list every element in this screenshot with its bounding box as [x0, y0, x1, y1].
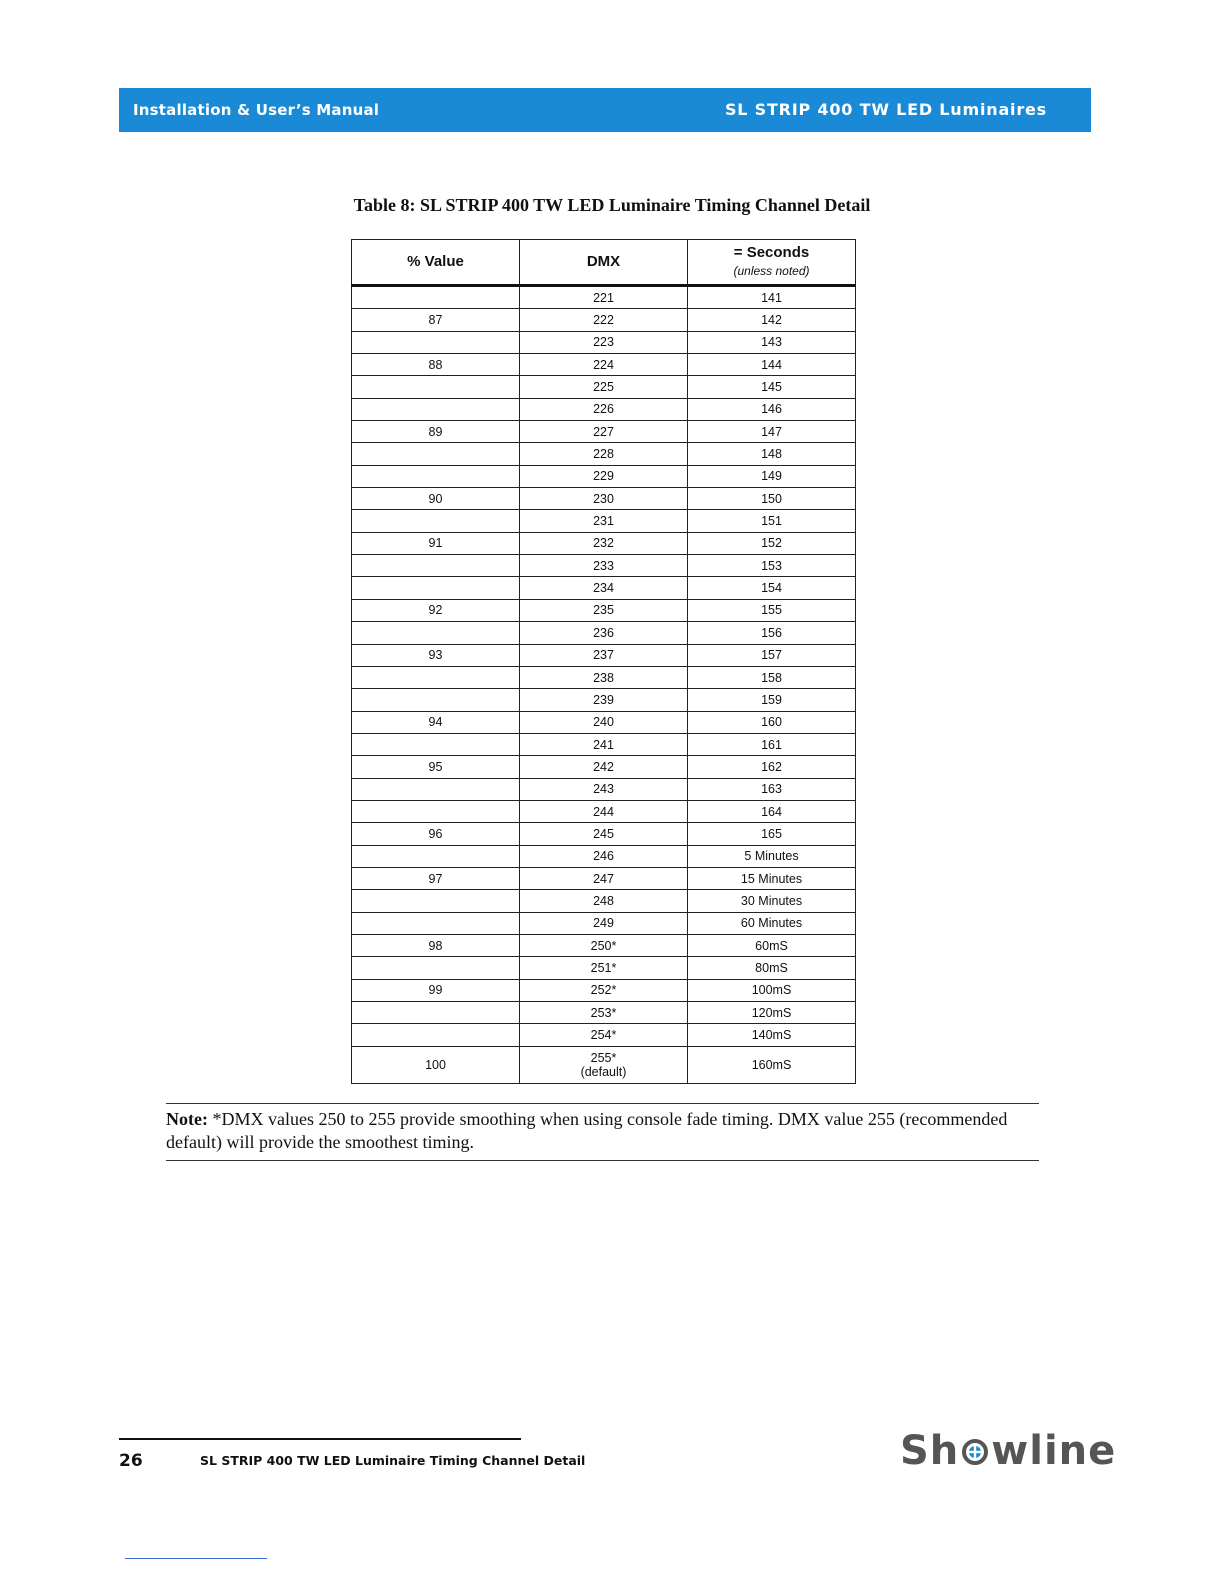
percent-value-cell: [352, 465, 520, 487]
percent-value-cell: 87: [352, 309, 520, 331]
table-row: [352, 1046, 856, 1083]
seconds-cell: 152: [688, 532, 856, 554]
dmx-cell: 225: [520, 376, 688, 398]
table-row: [352, 756, 856, 778]
seconds-cell: 155: [688, 599, 856, 621]
dmx-cell: 250*: [520, 934, 688, 956]
seconds-cell: 157: [688, 644, 856, 666]
column-header-dmx: DMX: [520, 240, 688, 286]
dmx-cell: 232: [520, 532, 688, 554]
percent-value-cell: [352, 666, 520, 688]
percent-value-cell: 90: [352, 488, 520, 510]
seconds-cell: 163: [688, 778, 856, 800]
seconds-note: (unless noted): [733, 264, 810, 278]
dmx-cell: 234: [520, 577, 688, 599]
percent-value-cell: 92: [352, 599, 520, 621]
dmx-cell: 248: [520, 890, 688, 912]
seconds-cell: 145: [688, 376, 856, 398]
seconds-cell: 153: [688, 555, 856, 577]
table-row: [352, 1002, 856, 1024]
seconds-cell: 150: [688, 488, 856, 510]
seconds-cell: 30 Minutes: [688, 890, 856, 912]
percent-value-cell: [352, 957, 520, 979]
showline-logo: [900, 1428, 1116, 1474]
dmx-cell: 229: [520, 465, 688, 487]
percent-value-cell: 96: [352, 823, 520, 845]
percent-value-cell: [352, 689, 520, 711]
dmx-cell: [520, 1046, 688, 1083]
dmx-cell: 254*: [520, 1024, 688, 1046]
percent-value-cell: 88: [352, 354, 520, 376]
percent-value-cell: 97: [352, 867, 520, 889]
percent-value-cell: [352, 1024, 520, 1046]
percent-value-cell: [352, 286, 520, 309]
percent-value-cell: [352, 733, 520, 755]
note-label: Note:: [166, 1109, 208, 1129]
dmx-default-note: (default): [580, 1064, 627, 1079]
seconds-cell: 141: [688, 286, 856, 309]
percent-value-cell: [352, 845, 520, 867]
dmx-cell: 247: [520, 867, 688, 889]
table-row: [352, 465, 856, 487]
product-title: SL STRIP 400 TW LED Luminaires: [724, 100, 1047, 119]
seconds-cell: 147: [688, 421, 856, 443]
dmx-cell: 228: [520, 443, 688, 465]
dmx-cell: 242: [520, 756, 688, 778]
seconds-cell: 60 Minutes: [688, 912, 856, 934]
dmx-cell: 252*: [520, 979, 688, 1001]
dmx-cell: 249: [520, 912, 688, 934]
seconds-label: = Seconds: [733, 244, 810, 261]
percent-value-cell: [352, 577, 520, 599]
table-row: [352, 286, 856, 309]
percent-value-cell: 91: [352, 532, 520, 554]
dmx-cell: 236: [520, 622, 688, 644]
table-header-row: [352, 240, 856, 286]
table-row: [352, 912, 856, 934]
table-row: [352, 510, 856, 532]
table-row: [352, 622, 856, 644]
percent-value-cell: 93: [352, 644, 520, 666]
table-row: [352, 957, 856, 979]
percent-value-cell: [352, 912, 520, 934]
percent-value-cell: [352, 443, 520, 465]
table-row: [352, 331, 856, 353]
dmx-value: 255*: [590, 1050, 617, 1065]
seconds-cell: 143: [688, 331, 856, 353]
dmx-cell: 221: [520, 286, 688, 309]
dmx-cell: 251*: [520, 957, 688, 979]
percent-value-cell: [352, 622, 520, 644]
percent-value-cell: 94: [352, 711, 520, 733]
percent-value-cell: 98: [352, 934, 520, 956]
table-row: [352, 1024, 856, 1046]
table-row: [352, 644, 856, 666]
table-row: [352, 711, 856, 733]
dmx-cell: 231: [520, 510, 688, 532]
note-text: *DMX values 250 to 255 provide smoothing when using console fade timing. DMX value 255 (recommended default) will provide the smoothest timing.: [166, 1109, 1008, 1152]
seconds-cell: 148: [688, 443, 856, 465]
logo-text-suffix: wline: [991, 1428, 1117, 1474]
seconds-cell: 60mS: [688, 934, 856, 956]
seconds-cell: 159: [688, 689, 856, 711]
dmx-cell: 235: [520, 599, 688, 621]
dmx-cell: 223: [520, 331, 688, 353]
table-row: [352, 421, 856, 443]
timing-table: [351, 239, 856, 1084]
percent-value-cell: [352, 398, 520, 420]
column-header-value: % Value: [352, 240, 520, 286]
table-row: [352, 376, 856, 398]
table-title: Table 8: SL STRIP 400 TW LED Luminaire Timing Channel Detail: [353, 195, 871, 215]
seconds-cell: 142: [688, 309, 856, 331]
table-row: [352, 666, 856, 688]
seconds-cell: 156: [688, 622, 856, 644]
table-row: [352, 733, 856, 755]
percent-value-cell: [352, 331, 520, 353]
seconds-cell: 165: [688, 823, 856, 845]
percent-value-cell: 89: [352, 421, 520, 443]
dmx-cell: 253*: [520, 1002, 688, 1024]
seconds-cell: 80mS: [688, 957, 856, 979]
dmx-cell: 243: [520, 778, 688, 800]
seconds-cell: 149: [688, 465, 856, 487]
dmx-cell: 233: [520, 555, 688, 577]
seconds-cell: 140mS: [688, 1024, 856, 1046]
seconds-cell: 144: [688, 354, 856, 376]
manual-title: Installation & User’s Manual: [133, 101, 380, 119]
table-row: [352, 800, 856, 822]
seconds-cell: 160mS: [688, 1046, 856, 1083]
seconds-cell: 120mS: [688, 1002, 856, 1024]
dmx-cell: 239: [520, 689, 688, 711]
dmx-cell: 244: [520, 800, 688, 822]
table-row: [352, 309, 856, 331]
seconds-cell: 161: [688, 733, 856, 755]
percent-value-cell: [352, 778, 520, 800]
percent-value-cell: 99: [352, 979, 520, 1001]
table-row: [352, 867, 856, 889]
table-row: [352, 599, 856, 621]
seconds-cell: 160: [688, 711, 856, 733]
percent-value-cell: 95: [352, 756, 520, 778]
percent-value-cell: [352, 800, 520, 822]
dmx-cell: 226: [520, 398, 688, 420]
dmx-cell: 237: [520, 644, 688, 666]
dmx-cell: 246: [520, 845, 688, 867]
table-row: [352, 577, 856, 599]
percent-value-cell: [352, 1002, 520, 1024]
table-row: [352, 823, 856, 845]
percent-value-cell: [352, 510, 520, 532]
dmx-cell: 224: [520, 354, 688, 376]
percent-value-cell: [352, 376, 520, 398]
seconds-cell: 5 Minutes: [688, 845, 856, 867]
column-header-seconds: [688, 240, 856, 286]
percent-value-cell: [352, 555, 520, 577]
dmx-cell: 241: [520, 733, 688, 755]
dmx-cell: 245: [520, 823, 688, 845]
percent-value-cell: 100: [352, 1046, 520, 1083]
table-row: [352, 689, 856, 711]
note-box: [166, 1103, 1039, 1161]
seconds-cell: 151: [688, 510, 856, 532]
seconds-cell: 164: [688, 800, 856, 822]
dmx-cell: 227: [520, 421, 688, 443]
seconds-cell: 146: [688, 398, 856, 420]
table-row: [352, 890, 856, 912]
table-body: [352, 286, 856, 1084]
seconds-cell: 15 Minutes: [688, 867, 856, 889]
table-row: [352, 532, 856, 554]
footer-divider: [119, 1438, 521, 1440]
page-number: 26: [119, 1451, 143, 1471]
seconds-cell: 154: [688, 577, 856, 599]
seconds-cell: 162: [688, 756, 856, 778]
table-row: [352, 845, 856, 867]
logo-text-prefix: Sh: [900, 1428, 960, 1474]
dmx-cell: 230: [520, 488, 688, 510]
dmx-cell: 222: [520, 309, 688, 331]
seconds-cell: 158: [688, 666, 856, 688]
table-row: [352, 398, 856, 420]
table-row: [352, 778, 856, 800]
footer-title: SL STRIP 400 TW LED Luminaire Timing Channel Detail: [200, 1453, 586, 1468]
bottom-link-line: [125, 1558, 267, 1559]
table-row: [352, 488, 856, 510]
logo-o-crosshair-icon: [960, 1437, 990, 1467]
table-row: [352, 979, 856, 1001]
table-row: [352, 443, 856, 465]
table-row: [352, 934, 856, 956]
seconds-cell: 100mS: [688, 979, 856, 1001]
percent-value-cell: [352, 890, 520, 912]
dmx-cell: 240: [520, 711, 688, 733]
table-row: [352, 354, 856, 376]
header-bar: [119, 88, 1091, 132]
dmx-cell: 238: [520, 666, 688, 688]
table-row: [352, 555, 856, 577]
